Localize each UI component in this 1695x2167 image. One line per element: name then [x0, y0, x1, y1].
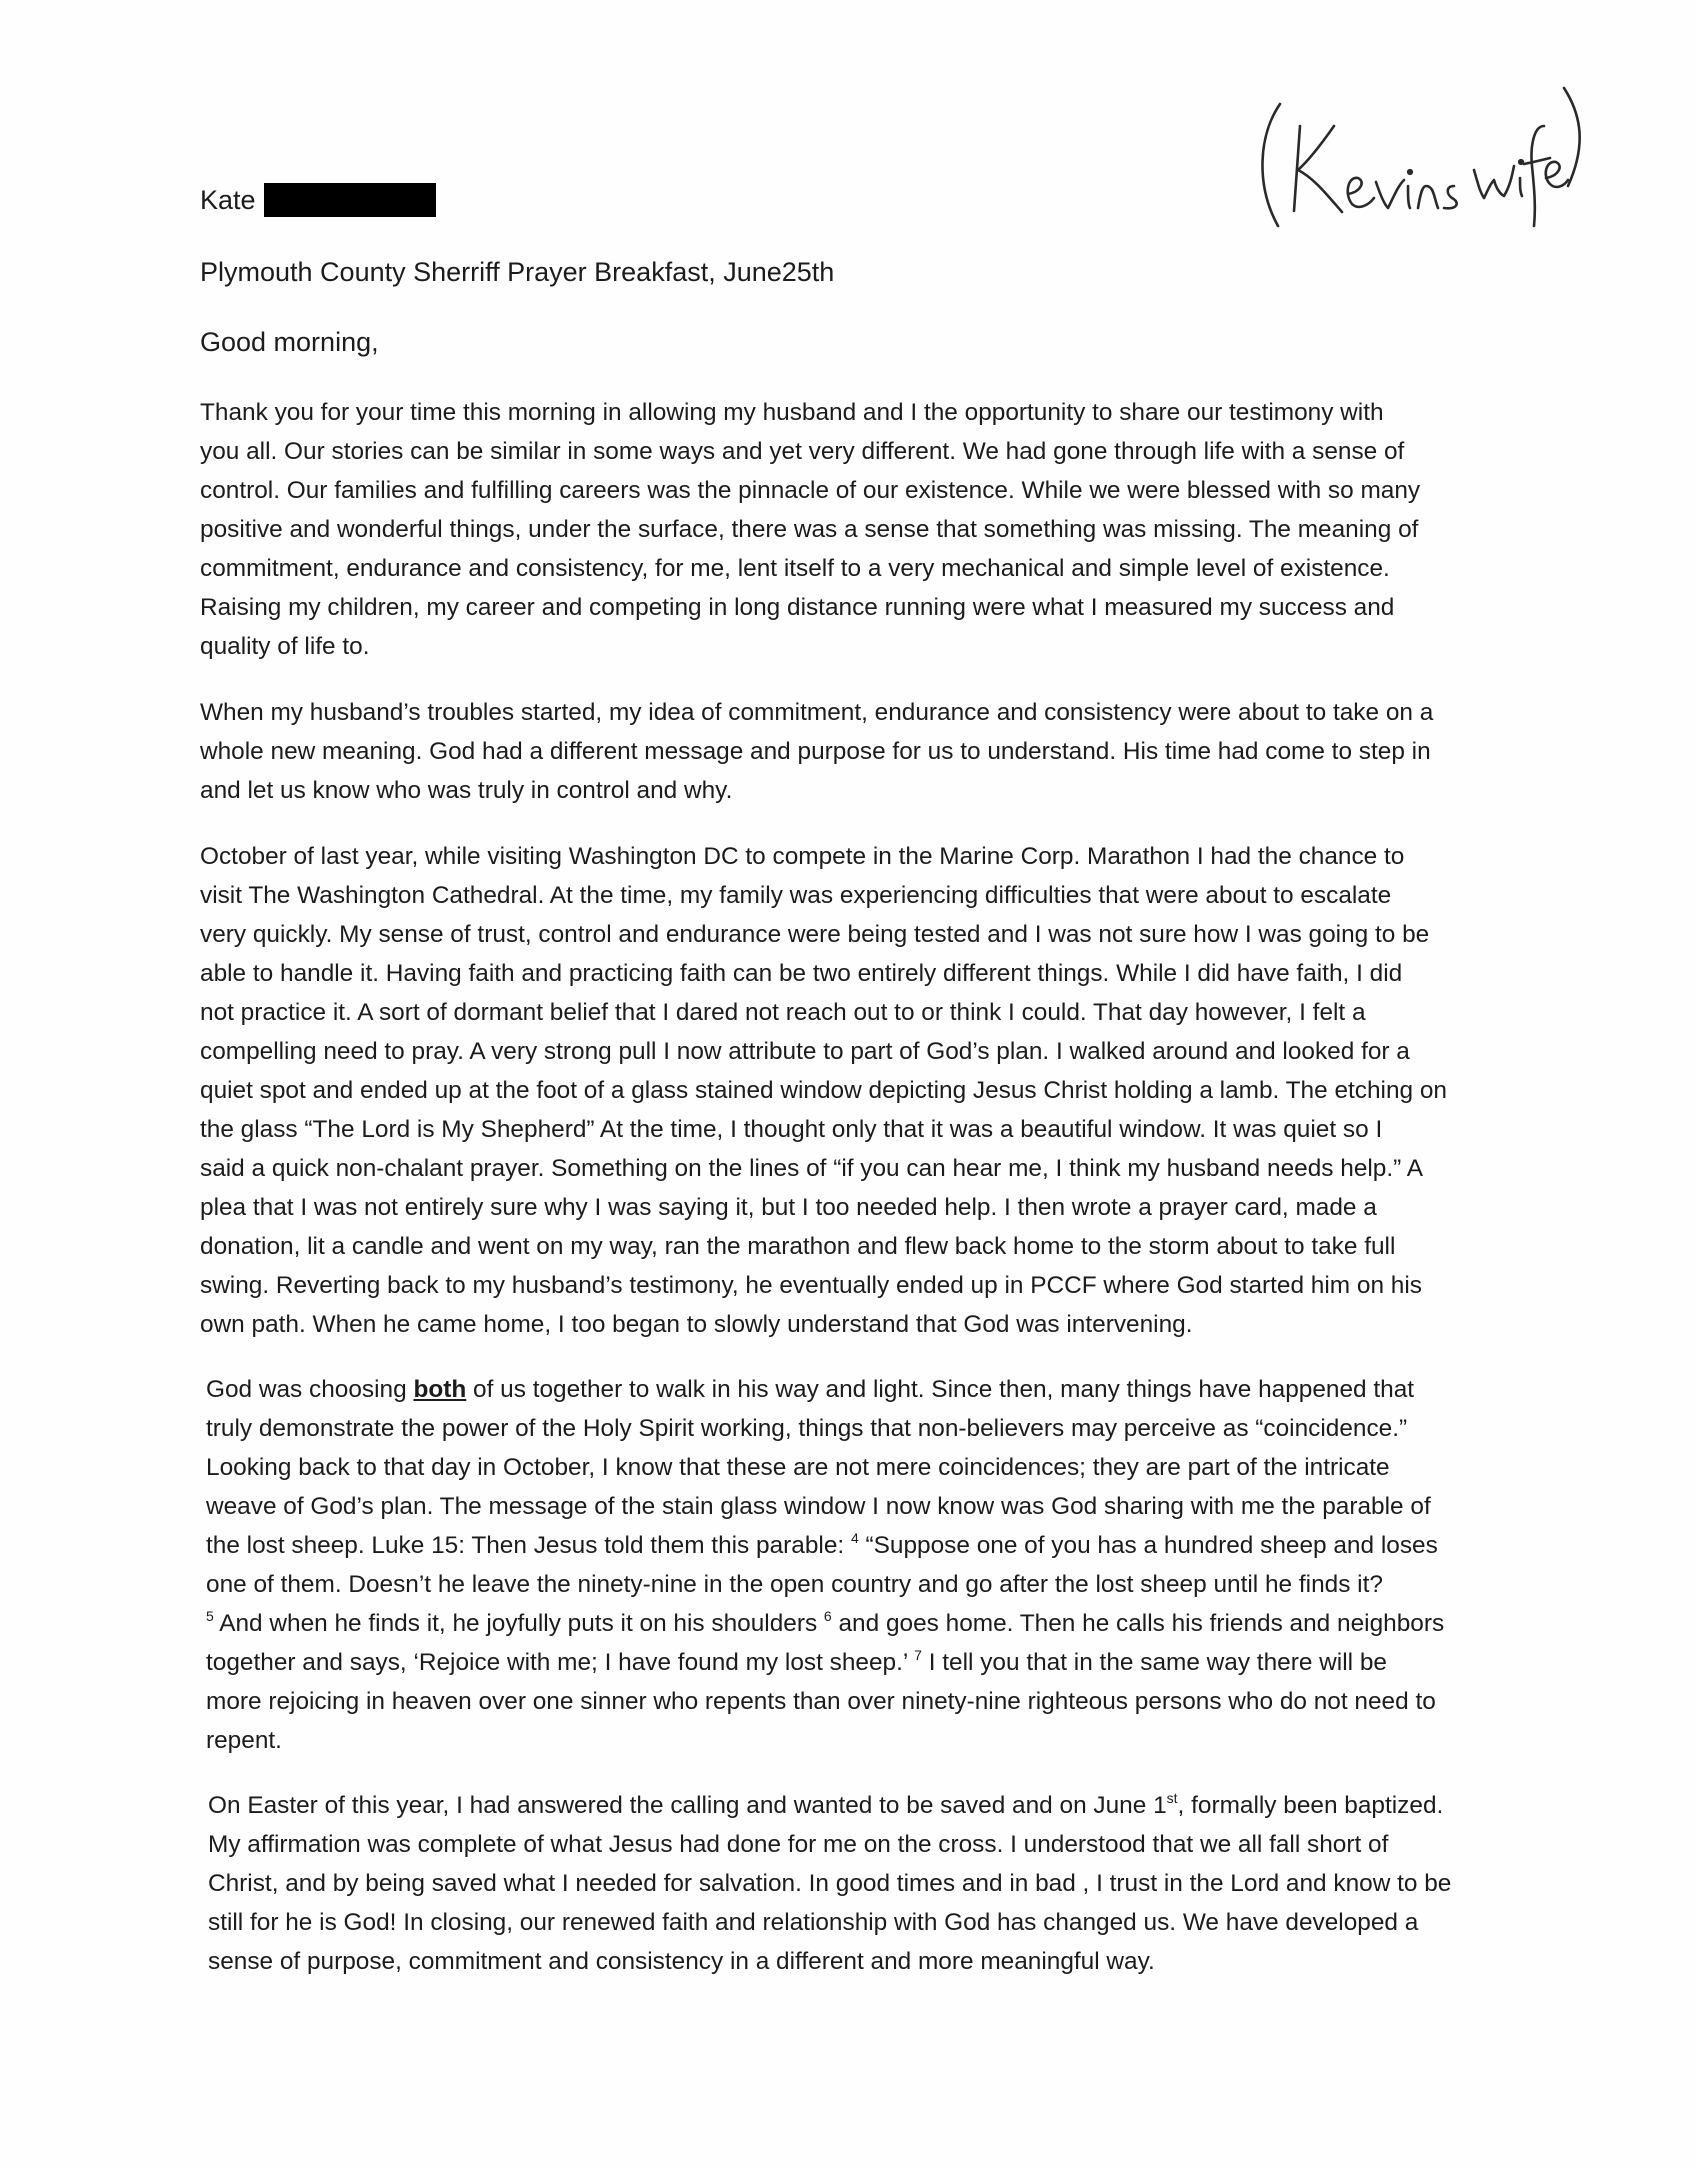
text-line	[206, 1604, 1516, 1643]
text-segment: God was choosing	[206, 1376, 414, 1403]
text-line: When my husband’s troubles started, my idea of commitment, endurance and consistency were about to take on a	[200, 699, 1434, 726]
text-segment: “Suppose one of you has a hundred sheep and loses	[858, 1532, 1438, 1559]
author-name-line	[200, 180, 436, 220]
handwritten-note	[1248, 86, 1588, 236]
verse-number: 4	[850, 1530, 859, 1546]
text-line: whole new meaning. God had a different message and purpose for us to understand. His time had come to step in	[200, 738, 1431, 765]
text-line: Thank you for your time this morning in allowing my husband and I the opportunity to share our testimony with	[200, 399, 1384, 426]
paragraph-1	[200, 393, 1510, 666]
text-line: Looking back to that day in October, I know that these are not mere coincidences; they are part of the intricate	[206, 1454, 1390, 1481]
text-line: very quickly. My sense of trust, control and endurance were being tested and I was not sure how I was going to be	[200, 921, 1430, 948]
redaction-bar	[264, 183, 436, 217]
text-segment: And when he finds it, he joyfully puts it on his shoulders	[213, 1610, 824, 1637]
handwritten-note-drawing	[1248, 86, 1588, 236]
verse-number: 6	[823, 1608, 832, 1624]
text-line: My affirmation was complete of what Jesus had done for me on the cross. I understood that we all fall short of	[208, 1831, 1389, 1858]
text-segment: the lost sheep. Luke 15: Then Jesus told them this parable:	[206, 1532, 851, 1559]
text-line	[206, 1526, 1516, 1565]
greeting: Good morning,	[200, 327, 379, 357]
text-line: commitment, endurance and consistency, for me, lent itself to a very mechanical and simple level of existence.	[200, 555, 1390, 582]
text-line: truly demonstrate the power of the Holy Spirit working, things that non-believers may perceive as “coincidence.”	[206, 1415, 1408, 1442]
event-title: Plymouth County Sherriff Prayer Breakfast, June25th	[200, 257, 835, 287]
author-name: Kate	[200, 185, 256, 215]
text-line: donation, lit a candle and went on my way, ran the marathon and flew back home to the storm about to take full	[200, 1233, 1396, 1260]
ordinal-suffix: st	[1166, 1790, 1178, 1806]
emphasized-word: both	[413, 1376, 467, 1403]
verse-number: 5	[206, 1608, 214, 1624]
paragraph-5	[208, 1786, 1518, 1981]
text-line: control. Our families and fulfilling careers was the pinnacle of our existence. While we were blessed with so many	[200, 477, 1421, 504]
text-line: you all. Our stories can be similar in some ways and yet very different. We had gone through life with a sense of	[200, 438, 1405, 465]
text-line: positive and wonderful things, under the surface, there was a sense that something was missing. The meaning of	[200, 516, 1419, 543]
text-line: quiet spot and ended up at the foot of a glass stained window depicting Jesus Christ holding a lamb. The etching on	[200, 1077, 1447, 1104]
text-line	[206, 1643, 1516, 1682]
text-line: able to handle it. Having faith and practicing faith can be two entirely different things. While I did have faith, I did	[200, 960, 1403, 987]
text-line: swing. Reverting back to my husband’s testimony, he eventually ended up in PCCF where God started him on his	[200, 1272, 1422, 1299]
text-segment: of us together to walk in his way and light. Since then, many things have happened that	[466, 1376, 1415, 1403]
text-line: more rejoicing in heaven over one sinner who repents than over ninety-nine righteous persons who do not need to	[206, 1688, 1436, 1715]
text-line: still for he is God! In closing, our renewed faith and relationship with God has changed us. We have developed a	[208, 1909, 1419, 1936]
paragraph-4	[206, 1370, 1516, 1760]
text-line: Christ, and by being saved what I needed for salvation. In good times and in bad , I trust in the Lord and know to be	[208, 1870, 1452, 1897]
text-line: the glass “The Lord is My Shepherd” At the time, I thought only that it was a beautiful window. It was quiet so I	[200, 1116, 1383, 1143]
text-segment: and goes home. Then he calls his friends and neighbors	[831, 1610, 1445, 1637]
text-line: compelling need to pray. A very strong pull I now attribute to part of God’s plan. I walked around and looked for a	[200, 1038, 1410, 1065]
text-line: sense of purpose, commitment and consistency in a different and more meaningful way.	[208, 1948, 1155, 1975]
text-line: October of last year, while visiting Washington DC to compete in the Marine Corp. Marathon I had the chance to	[200, 843, 1405, 870]
text-line: and let us know who was truly in control and why.	[200, 777, 733, 804]
text-segment: I tell you that in the same way there will be	[921, 1649, 1387, 1676]
text-line: one of them. Doesn’t he leave the ninety-nine in the open country and go after the lost sheep until he finds it?	[206, 1571, 1383, 1598]
text-line: plea that I was not entirely sure why I was saying it, but I too needed help. I then wrote a prayer card, made a	[200, 1194, 1377, 1221]
text-line: quality of life to.	[200, 633, 370, 660]
text-line: Raising my children, my career and competing in long distance running were what I measured my success and	[200, 594, 1395, 621]
text-line: own path. When he came home, I too began to slowly understand that God was intervening.	[200, 1311, 1193, 1338]
text-line: visit The Washington Cathedral. At the time, my family was experiencing difficulties that were about to escalate	[200, 882, 1392, 909]
paragraph-3	[200, 837, 1510, 1344]
text-segment: together and says, ‘Rejoice with me; I have found my lost sheep.’	[206, 1649, 915, 1676]
paragraph-2	[200, 693, 1510, 810]
text-line: weave of God’s plan. The message of the stain glass window I now know was God sharing with me the parable of	[206, 1493, 1431, 1520]
text-line: said a quick non-chalant prayer. Something on the lines of “if you can hear me, I think my husband needs help.” A	[200, 1155, 1423, 1182]
text-segment: , formally been baptized.	[1177, 1792, 1444, 1819]
text-segment: On Easter of this year, I had answered the calling and wanted to be saved and on June 1	[208, 1792, 1167, 1819]
text-line: not practice it. A sort of dormant belief that I dared not reach out to or think I could. That day however, I felt a	[200, 999, 1366, 1026]
text-line: repent.	[206, 1727, 282, 1754]
text-line	[206, 1370, 1516, 1409]
text-line	[208, 1786, 1518, 1825]
verse-number: 7	[914, 1647, 922, 1663]
